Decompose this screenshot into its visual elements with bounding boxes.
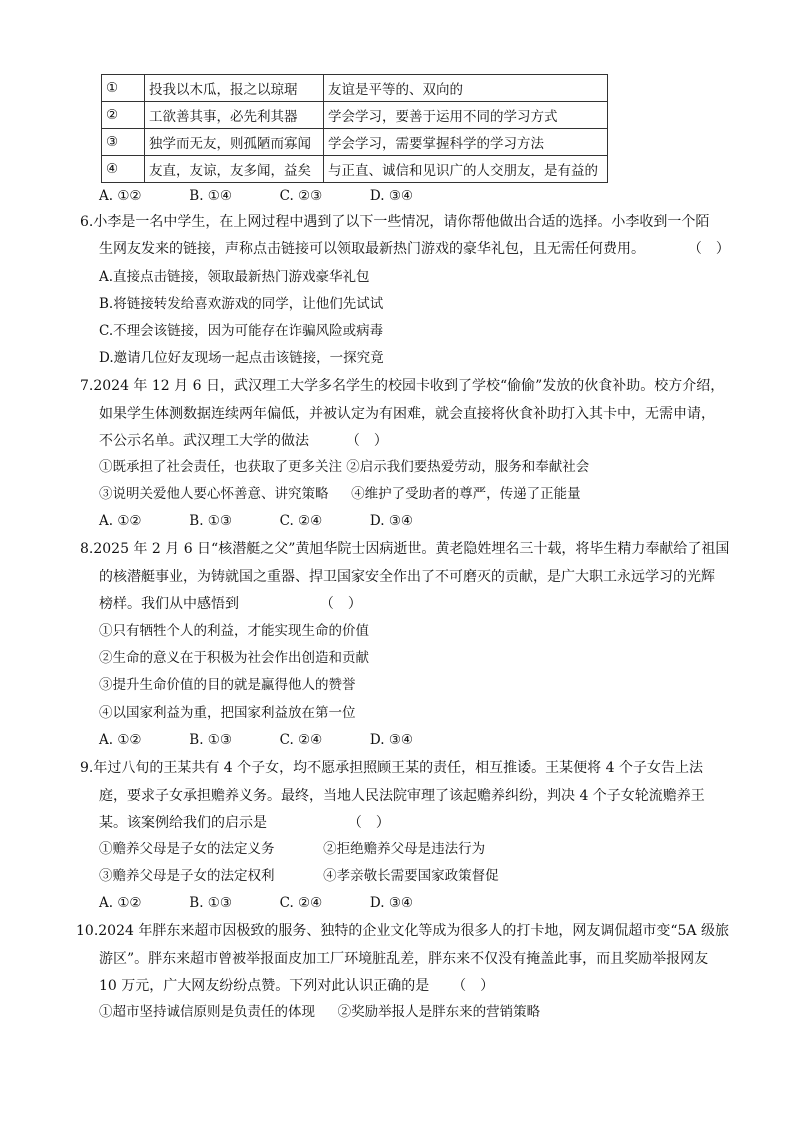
statement: ①既承担了社会责任，也获取了更多关注 — [99, 459, 342, 475]
statement: ③说明关爱他人要心怀善意、讲究策略 — [99, 486, 329, 502]
table-cell-num: ④ — [102, 156, 145, 183]
q8-stem-line-3 — [99, 595, 362, 613]
q7-stem-line-2: 如果学生体测数据连续两年偏低，并被认定为有困难，就会直接将伙食补助打入其卡中，无需申请， — [99, 406, 715, 422]
q6-option-d[interactable]: D.邀请几位好友现场一起点击该链接，一探究竟 — [99, 350, 384, 366]
option-d[interactable]: D. ③④ — [369, 188, 414, 204]
q8-statement-1: ①只有牺牲个人的利益，才能实现生命的价值 — [99, 623, 369, 639]
statement: ②启示我们要热爱劳动，服务和奉献社会 — [346, 459, 590, 475]
option-d[interactable]: D. ③④ — [369, 513, 414, 529]
q6-option-b[interactable]: B.将链接转发给喜欢游戏的同学，让他们先试试 — [99, 296, 384, 312]
option-b[interactable]: B. ①③ — [189, 895, 233, 911]
table-row — [102, 156, 608, 183]
q9-stem-line-2: 庭，要求子女承担赡养义务。最终，当地人民法院审理了该起赡养纠纷，判决 4 个子女轮流赡养王 — [99, 788, 705, 804]
q8-statement-3: ③提升生命价值的目的就是赢得他人的赞誉 — [99, 677, 356, 693]
option-a[interactable]: A. ①② — [99, 895, 142, 911]
table-row — [102, 129, 608, 156]
q10-stem-line-1: 10.2024 年胖东来超市因极致的服务、独特的企业文化等成为很多人的打卡地，网友调侃超市变“5A 级旅 — [76, 923, 729, 939]
table-row — [102, 75, 608, 102]
q7-statements-1-2 — [99, 458, 589, 476]
q7-stem-text: 不公示名单。武汉理工大学的做法 — [99, 433, 309, 449]
table-row — [102, 102, 608, 129]
table-cell-quote: 独学而无友，则孤陋而寡闻 — [145, 129, 324, 156]
q9-stem-text: 某。该案例给我们的启示是 — [99, 815, 267, 831]
q10-stem-line-3 — [99, 977, 494, 995]
q8-statement-2: ②生命的意义在于积极为社会作出创造和贡献 — [99, 650, 369, 666]
table-cell-quote: 友直，友谅，友多闻，益矣 — [145, 156, 324, 183]
table-cell-num: ③ — [102, 129, 145, 156]
statement: ④维护了受助者的尊严，传递了正能量 — [351, 486, 581, 502]
table-cell-num: ② — [102, 102, 145, 129]
q10-statements-1-2 — [99, 1003, 540, 1021]
statement: ①超市坚持诚信原则是负责任的体现 — [99, 1004, 315, 1020]
option-c[interactable]: C. ②④ — [279, 732, 323, 748]
statement: ②奖励举报人是胖东来的营销策略 — [337, 1004, 541, 1020]
option-d[interactable]: D. ③④ — [369, 895, 414, 911]
q7-statements-3-4 — [99, 485, 581, 503]
option-c[interactable]: C. ②④ — [279, 513, 323, 529]
q8-stem-line-1: 8.2025 年 2 月 6 日“核潜艇之父”黄旭华院士因病逝世。黄老隐姓埋名三十载，将毕生精力奉献给了祖国 — [80, 541, 730, 557]
table-cell-meaning: 学会学习，要善于运用不同的学习方式 — [324, 102, 608, 129]
option-c[interactable]: C. ②④ — [279, 895, 323, 911]
matching-table — [101, 74, 608, 183]
answer-bracket[interactable]: （ ） — [687, 241, 730, 257]
q9-statements-3-4 — [99, 867, 499, 885]
q7-stem-line-1: 7.2024 年 12 月 6 日，武汉理工大学多名学生的校园卡收到了学校“偷偷”发放的伙食补助。校方介绍， — [80, 378, 725, 394]
statement: ③赡养父母是子女的法定权利 — [99, 868, 275, 884]
q10-stem-text: 10 万元，广大网友纷纷点赞。下列对此认识正确的是 — [99, 978, 430, 994]
option-d[interactable]: D. ③④ — [369, 732, 414, 748]
statement: ④孝亲敬长需要国家政策督促 — [323, 868, 499, 884]
table-cell-quote: 工欲善其事，必先利其器 — [145, 102, 324, 129]
answer-bracket[interactable]: （ ） — [319, 596, 362, 612]
option-a[interactable]: A. ①② — [99, 188, 142, 204]
q9-stem-line-3 — [99, 814, 390, 832]
answer-bracket[interactable]: （ ） — [452, 978, 495, 994]
statement: ①赡养父母是子女的法定义务 — [99, 841, 275, 857]
table-cell-quote: 投我以木瓜，报之以琼琚 — [145, 75, 324, 102]
answer-bracket[interactable]: （ ） — [347, 815, 390, 831]
statement: ②拒绝赡养父母是违法行为 — [323, 841, 486, 857]
q9-options — [99, 894, 456, 912]
q6-stem-text: 生网友发来的链接，声称点击链接可以领取最新热门游戏的豪华礼包，且无需任何费用。 — [99, 241, 645, 257]
q8-options — [99, 731, 456, 749]
q8-statement-4: ④以国家利益为重，把国家利益放在第一位 — [99, 705, 356, 721]
option-a[interactable]: A. ①② — [99, 513, 142, 529]
q6-option-a[interactable]: A.直接点击链接，领取最新热门游戏豪华礼包 — [99, 269, 370, 285]
q8-stem-text: 榜样。我们从中感悟到 — [99, 596, 239, 612]
q6-stem-line-1: 6.小李是一名中学生，在上网过程中遇到了以下一些情况，请你帮他做出合适的选择。小李收到一个陌 — [80, 214, 710, 230]
table-cell-meaning: 学会学习，需要掌握科学的学习方法 — [324, 129, 608, 156]
option-b[interactable]: B. ①③ — [189, 732, 233, 748]
table-cell-meaning: 与正直、诚信和见识广的人交朋友，是有益的 — [324, 156, 608, 183]
option-c[interactable]: C. ②③ — [279, 188, 323, 204]
answer-bracket[interactable]: （ ） — [345, 433, 388, 449]
q7-options — [99, 512, 456, 530]
table-cell-meaning: 友谊是平等的、双向的 — [324, 75, 608, 102]
option-b[interactable]: B. ①④ — [189, 188, 233, 204]
q6-option-c[interactable]: C.不理会该链接，因为可能存在诈骗风险或病毒 — [99, 323, 384, 339]
q5-options — [99, 187, 456, 205]
q6-stem-line-2 — [99, 240, 730, 258]
option-b[interactable]: B. ①③ — [189, 513, 233, 529]
option-a[interactable]: A. ①② — [99, 732, 142, 748]
q9-statements-1-2 — [99, 840, 485, 858]
q10-stem-line-2: 游区”。胖东来超市曾被举报面皮加工厂环境脏乱差，胖东来不仅没有掩盖此事，而且奖励举报网友 — [99, 951, 709, 967]
table-cell-num: ① — [102, 75, 145, 102]
q7-stem-line-3 — [99, 432, 388, 450]
q9-stem-line-1: 9.年过八旬的王某共有 4 个子女，均不愿承担照顾王某的责任，相互推诿。王某便将 4 个子女告上法 — [80, 760, 703, 776]
q8-stem-line-2: 的核潜艇事业，为铸就国之重器、捍卫国家安全作出了不可磨灭的贡献，是广大职工永远学习的光辉 — [99, 569, 715, 585]
